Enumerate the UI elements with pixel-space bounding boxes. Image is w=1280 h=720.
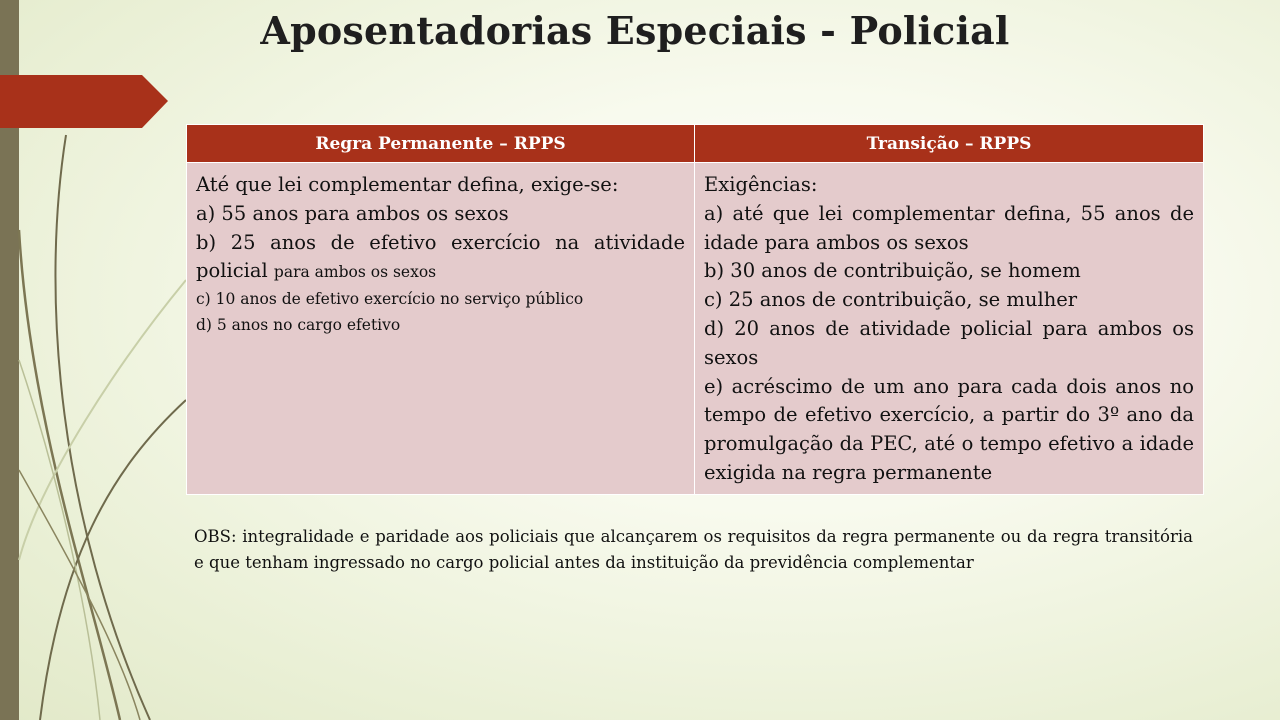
transicao-item-d: d) 20 anos de atividade policial para ambos os sexos (704, 316, 1194, 369)
permanente-intro: Até que lei complementar defina, exige-se: (196, 173, 619, 196)
cell-regra-permanente (187, 163, 695, 495)
permanente-item-a: a) 55 anos para ambos os sexos (196, 201, 509, 225)
header-transicao: Transição – RPPS (695, 125, 1204, 163)
permanente-item-c: c) 10 anos de efetivo exercício no serviço público (196, 290, 584, 309)
transicao-item-b: b) 30 anos de contribuição, se homem (704, 259, 1081, 283)
transicao-intro: Exigências: (704, 173, 818, 196)
rules-table (186, 124, 1204, 495)
permanente-item-d: d) 5 anos no cargo efetivo (196, 316, 401, 335)
obs-note: OBS: integralidade e paridade aos policiais que alcançarem os requisitos da regra permanente ou da regra transitória e que tenham ingressado no cargo policial antes da instituição da previdência complementar (194, 527, 1193, 572)
transicao-item-a: a) até que lei complementar defina, 55 anos de idade para ambos os sexos (704, 201, 1194, 254)
title-arrow-banner (0, 75, 168, 128)
transicao-item-e: e) acréscimo de um ano para cada dois anos no tempo de efetivo exercício, a partir do 3º ano da promulgação da PEC, até o tempo efetivo a idade exigida na regra permanente (704, 374, 1194, 484)
transicao-item-c: c) 25 anos de contribuição, se mulher (704, 288, 1078, 312)
permanente-item-b-main: b) 25 anos de efetivo exercício na atividade policial (196, 230, 685, 283)
cell-transicao (695, 163, 1204, 495)
permanente-item-b-suffix: para ambos os sexos (273, 263, 437, 282)
permanente-item-b (196, 229, 685, 287)
header-regra-permanente: Regra Permanente – RPPS (187, 125, 695, 163)
slide-title: Aposentadorias Especiais - Policial (260, 8, 1010, 53)
